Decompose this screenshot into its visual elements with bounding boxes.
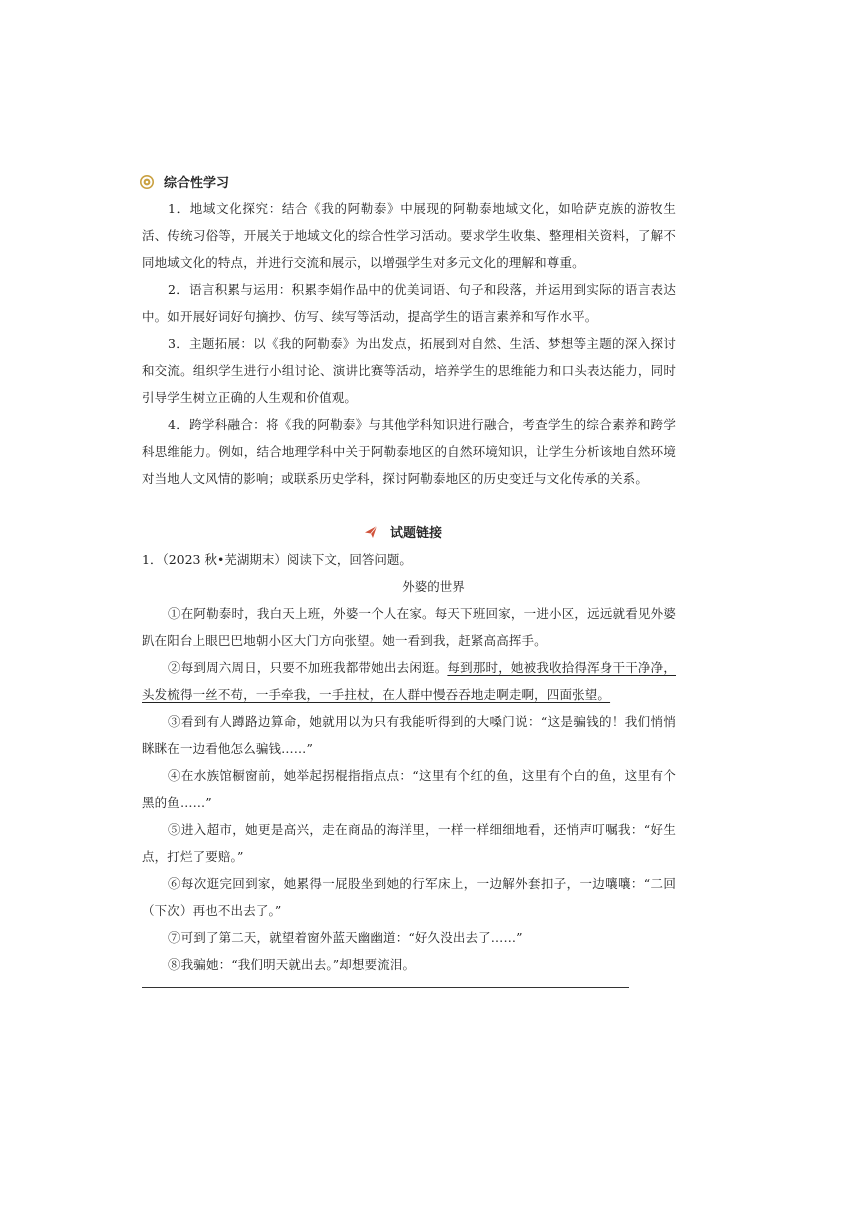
question-intro: 1．（2023 秋•芜湖期末）阅读下文，回答问题。: [142, 552, 412, 567]
study-item-3: 3．主题拓展：以《我的阿勒泰》为出发点，拓展到对自然、生活、梦想等主题的深入探讨和交流。组织学生进行小组讨论、演讲比赛等活动，培养学生的思维能力和口头表达能力，同时引导学生树立正确的人生观和价值观。: [142, 336, 676, 405]
story-title: 外婆的世界: [402, 579, 465, 594]
underlined-sentence: 每到那时，她被我收拾得浑身干干净净，头发梳得一丝不苟，一手牵我，一手拄杖，在人群中慢吞吞地走啊走啊，四面张望。: [142, 660, 676, 702]
links-heading: [364, 522, 442, 541]
story-paragraph-8: ⑧我骗她：“我们明天就出去。”却想要流泪。: [168, 957, 416, 972]
links-title: 试题链接: [390, 526, 443, 541]
gear-circle-icon: [140, 175, 154, 189]
story-paragraph-2-plain: ②每到周六周日，只要不加班我都带她出去闲逛。: [168, 660, 448, 675]
study-item-1: 1．地域文化探究：结合《我的阿勒泰》中展现的阿勒泰地域文化，如哈萨克族的游牧生活、传统习俗等，开展关于地域文化的综合性学习活动。要求学生收集、整理相关资料，了解不同地域文化的特点，并进行交流和展示，以增强学生对多元文化的理解和尊重。: [142, 201, 676, 270]
paper-plane-icon: [364, 525, 378, 539]
section-title: 综合性学习: [164, 176, 230, 191]
story-paragraph-7: ⑦可到了第二天，就望着窗外蓝天幽幽道：“好久没出去了……”: [168, 930, 523, 945]
story-paragraph-3: ③看到有人蹲路边算命，她就用以为只有我能听得到的大嗓门说：“这是骗钱的！我们悄悄眯眯在一边看他怎么骗钱……”: [142, 714, 676, 756]
study-item-4: 4．跨学科融合：将《我的阿勒泰》与其他学科知识进行融合，考查学生的综合素养和跨学科思维能力。例如，结合地理学科中关于阿勒泰地区的自然环境知识，让学生分析该地自然环境对当地人文风情的影响；或联系历史学科，探讨阿勒泰地区的历史变迁与文化传承的关系。: [142, 417, 676, 486]
story-paragraph-5: ⑤进入超市，她更是高兴，走在商品的海洋里，一样一样细细地看，还悄声叮嘱我：“好生点，打烂了要赔。”: [142, 822, 676, 864]
story-paragraph-2: [142, 654, 676, 708]
bottom-divider: [142, 987, 629, 988]
study-item-2: 2．语言积累与运用：积累李娟作品中的优美词语、句子和段落，并运用到实际的语言表达中。如开展好词好句摘抄、仿写、续写等活动，提高学生的语言素养和写作水平。: [142, 282, 676, 324]
story-paragraph-1: ①在阿勒泰时，我白天上班，外婆一个人在家。每天下班回家，一进小区，远远就看见外婆趴在阳台上眼巴巴地朝小区大门方向张望。她一看到我，赶紧高高挥手。: [142, 606, 676, 648]
section-heading: [140, 172, 229, 191]
story-paragraph-6: ⑥每次逛完回到家，她累得一屁股坐到她的行军床上，一边解外套扣子，一边嚷嚷：“二回（下次）再也不出去了。”: [142, 876, 676, 918]
story-paragraph-4: ④在水族馆橱窗前，她举起拐棍指指点点：“这里有个红的鱼，这里有个白的鱼，这里有个黑的鱼……”: [142, 768, 676, 810]
